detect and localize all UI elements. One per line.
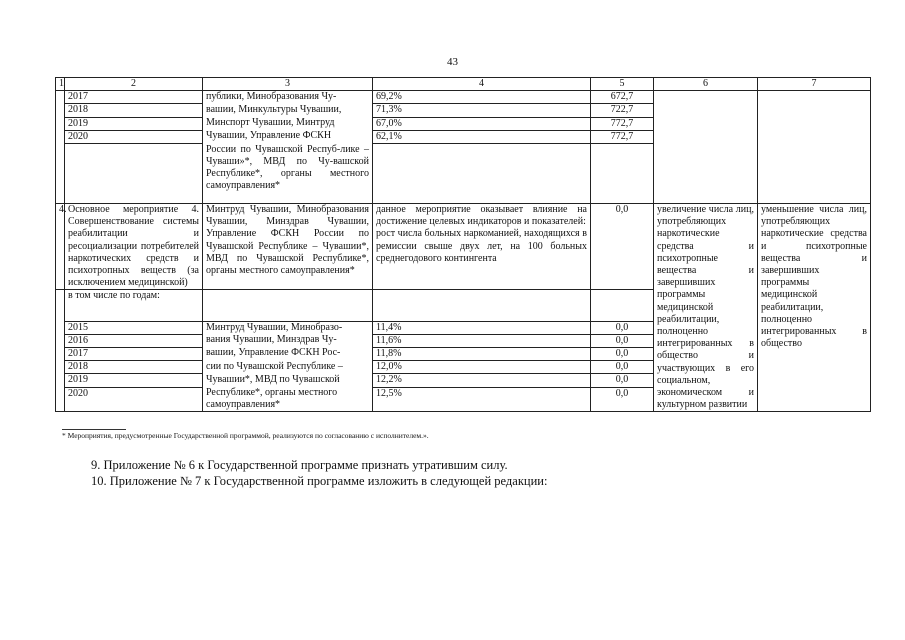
indicator-cell: 12,2%: [373, 374, 591, 387]
table-row: [56, 204, 871, 290]
indicator-cell: 11,8%: [373, 347, 591, 360]
indicator-cell: 12,5%: [373, 387, 591, 412]
year-cell: 2017: [65, 91, 203, 104]
executor-text: самоуправления*: [206, 399, 281, 411]
year-cell: 2020: [65, 130, 203, 143]
indicator-cell: 67,0%: [373, 117, 591, 130]
table-row: [56, 91, 871, 104]
executor-cell: вашии, Управление ФСКН Рос-: [203, 347, 373, 360]
result-cell: увеличение числа лиц, употребляющих наркотические средства и психотропные вещества и завершивших программы медицинской реабилитации, полноценно интегрированных в общество и участвующих в его социальном, экономическом и культурном развитии: [654, 204, 758, 412]
amount-cell: 0,0: [591, 387, 654, 412]
indicator-cell: 11,6%: [373, 334, 591, 347]
amount-cell: 0,0: [591, 334, 654, 347]
year-cell: 2018: [65, 104, 203, 117]
year-cell: [65, 144, 203, 204]
result-cell: [654, 91, 758, 204]
year-cell: 2018: [65, 361, 203, 374]
year-cell: 2015: [65, 321, 203, 334]
footnote: * Мероприятия, предусмотренные Государственной программой, реализуются по согласованию с исполнителем.».: [62, 431, 429, 440]
executor-cell: Минтруд Чувашии, Минобразования Чувашии, Минздрав Чувашии, Управление ФСКН России по Чувашской Республике – Чувашии*, МВД по Чувашской Республике*, органы местного самоуправления*: [203, 204, 373, 290]
row-number-cell: [56, 290, 65, 412]
amount-cell: 0,0: [591, 374, 654, 387]
amount-cell: 672,7: [591, 91, 654, 104]
header-cell: 6: [654, 78, 758, 91]
indicator-cell: 62,1%: [373, 130, 591, 143]
year-cell: 2016: [65, 334, 203, 347]
amount-cell: 772,7: [591, 117, 654, 130]
header-cell: 5: [591, 78, 654, 91]
header-row: [56, 78, 871, 91]
subheader-cell: в том числе по годам:: [65, 290, 203, 321]
year-cell: 2019: [65, 374, 203, 387]
indicator-cell: 69,2%: [373, 91, 591, 104]
header-cell: 2: [65, 78, 203, 91]
indicator-cell: 71,3%: [373, 104, 591, 117]
executor-cell: [203, 387, 373, 412]
year-cell: 2017: [65, 347, 203, 360]
indicator-cell: [373, 144, 591, 204]
executor-cell: Минтруд Чувашии, Минобразо-: [203, 321, 373, 334]
measure-name-cell: Основное мероприятие 4. Совершенствование системы реабилитации и ресоциализации потребителей наркотических средств и психотропных веществ (за исключением медицинской): [65, 204, 203, 290]
effect-cell: уменьшение числа лиц, употребляющих наркотические средства и психотропные вещества и завершивших программы медицинской реабилитации, полноценно интегрированных в общество: [758, 204, 871, 412]
amount-cell: 722,7: [591, 104, 654, 117]
executor-cell: России по Чувашской Респуб-лике – Чуваши»*, МВД по Чу-вашской Республике*, органы местного самоуправления*: [203, 144, 373, 204]
amount-cell: [591, 144, 654, 204]
page-number: 43: [447, 56, 458, 68]
footnote-divider: [62, 429, 126, 430]
amount-cell: 0,0: [591, 347, 654, 360]
executor-cell: сии по Чувашской Республике –: [203, 361, 373, 374]
indicator-cell: [373, 290, 591, 321]
year-cell: 2020: [65, 387, 203, 412]
executor-cell: [203, 290, 373, 321]
header-cell: 7: [758, 78, 871, 91]
executor-cell: публики, Минобразования Чу-: [203, 91, 373, 104]
amount-cell: 0,0: [591, 321, 654, 334]
executor-cell: вания Чувашии, Минздрав Чу-: [203, 334, 373, 347]
executor-cell: вашии, Минкультуры Чувашии,: [203, 104, 373, 117]
year-cell: 2019: [65, 117, 203, 130]
executor-text: Республике*, органы местного: [206, 387, 338, 399]
executor-cell: Чувашии, Управление ФСКН: [203, 130, 373, 143]
header-cell: 4: [373, 78, 591, 91]
amount-cell: [591, 290, 654, 321]
effect-cell: [758, 91, 871, 204]
row-number-cell: 4.: [56, 204, 65, 290]
row-number-cell: [56, 91, 65, 204]
paragraph-10: 10. Приложение № 7 к Государственной программе изложить в следующей редакции:: [91, 474, 548, 488]
amount-cell: 0,0: [591, 204, 654, 290]
program-table: [55, 77, 871, 412]
indicator-cell: 11,4%: [373, 321, 591, 334]
executor-cell: Минспорт Чувашии, Минтруд: [203, 117, 373, 130]
indicator-cell: данное мероприятие оказывает влияние на достижение целевых индикаторов и показателей: рост числа больных наркоманией, находящихся в ремиссии свыше двух лет, на 100 больных среднегодового контингента: [373, 204, 591, 290]
header-cell: 1: [56, 78, 65, 91]
paragraph-9: 9. Приложение № 6 к Государственной программе признать утратившим силу.: [91, 458, 508, 472]
amount-cell: 0,0: [591, 361, 654, 374]
executor-cell: Чувашии*, МВД по Чувашской: [203, 374, 373, 387]
header-cell: 3: [203, 78, 373, 91]
indicator-cell: 12,0%: [373, 361, 591, 374]
amount-cell: 772,7: [591, 130, 654, 143]
